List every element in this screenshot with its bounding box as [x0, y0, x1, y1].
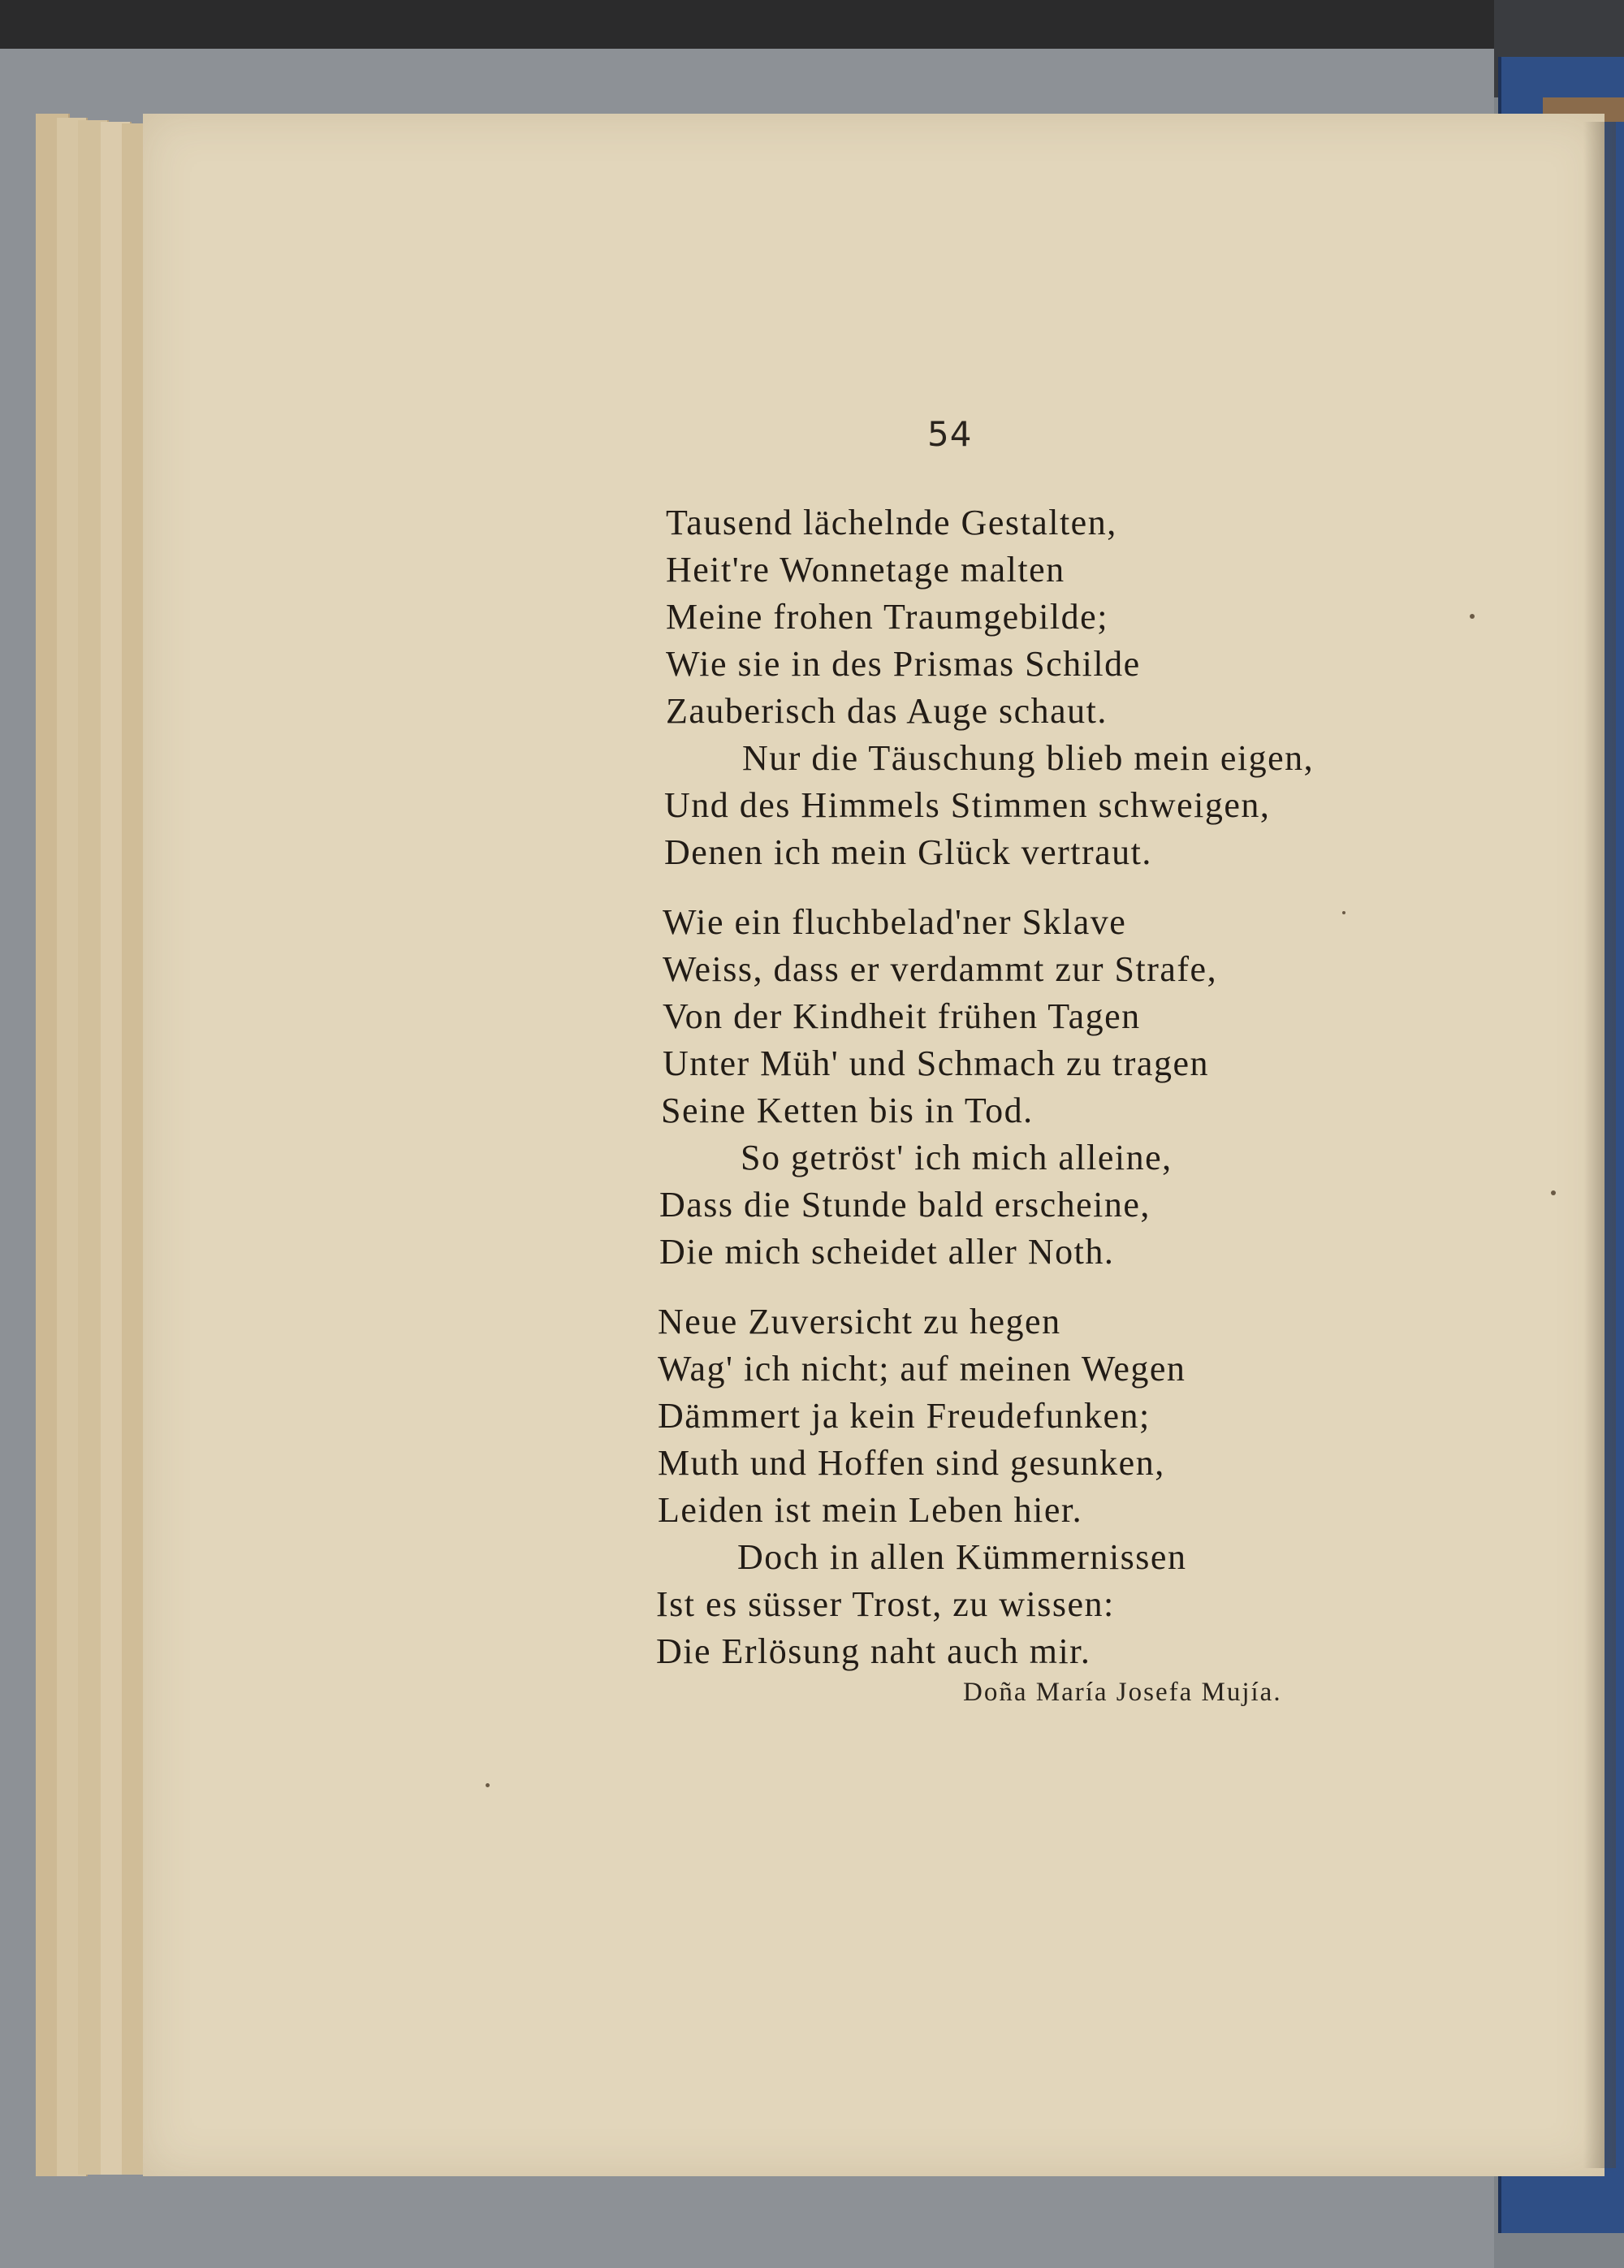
poem-line: Zauberisch das Auge schaut. — [666, 691, 1108, 731]
poem-line: Von der Kindheit frühen Tagen — [663, 996, 1141, 1036]
poem-line: Heit're Wonnetage malten — [666, 550, 1065, 590]
poem-line: Meine frohen Traumgebilde; — [666, 597, 1108, 637]
poem-line: Unter Müh' und Schmach zu tragen — [663, 1043, 1209, 1083]
poem-line: Und des Himmels Stimmen schweigen, — [664, 785, 1271, 825]
paper-speck — [1470, 614, 1475, 619]
poem-line: Weiss, dass er verdammt zur Strafe, — [663, 949, 1218, 989]
poem-line: So getröst' ich mich alleine, — [741, 1138, 1173, 1177]
poem-line: Nur die Täuschung blieb mein eigen, — [742, 738, 1315, 778]
poem-line: Muth und Hoffen sind gesunken, — [658, 1443, 1165, 1483]
poem-line: Leiden ist mein Leben hier. — [658, 1490, 1083, 1530]
poem-line: Dämmert ja kein Freudefunken; — [658, 1396, 1151, 1436]
paper-speck — [1551, 1190, 1556, 1195]
poem-line: Wie ein fluchbelad'ner Sklave — [663, 902, 1127, 942]
page-number: 54 — [927, 414, 973, 454]
poem-line: Tausend lächelnde Gestalten, — [666, 503, 1117, 542]
poem-line: Dass die Stunde bald erscheine, — [659, 1185, 1151, 1225]
poem-line: Die mich scheidet aller Noth. — [659, 1232, 1115, 1272]
poem-line: Ist es süsser Trost, zu wissen: — [656, 1584, 1115, 1624]
paper-speck — [486, 1783, 490, 1787]
poem-author: Doña María Josefa Mujía. — [963, 1678, 1282, 1707]
paper-speck — [1342, 911, 1345, 914]
poem-line: Seine Ketten bis in Tod. — [661, 1091, 1034, 1130]
poem-line: Die Erlösung naht auch mir. — [656, 1631, 1091, 1671]
poem-line: Denen ich mein Glück vertraut. — [664, 832, 1152, 872]
poem-line: Wie sie in des Prismas Schilde — [666, 644, 1141, 684]
poem-line: Doch in allen Kümmernissen — [737, 1537, 1187, 1577]
page-gutter-shadow — [1583, 122, 1616, 2168]
poem-line: Wag' ich nicht; auf meinen Wegen — [658, 1349, 1186, 1389]
poem-line: Neue Zuversicht zu hegen — [658, 1302, 1061, 1341]
